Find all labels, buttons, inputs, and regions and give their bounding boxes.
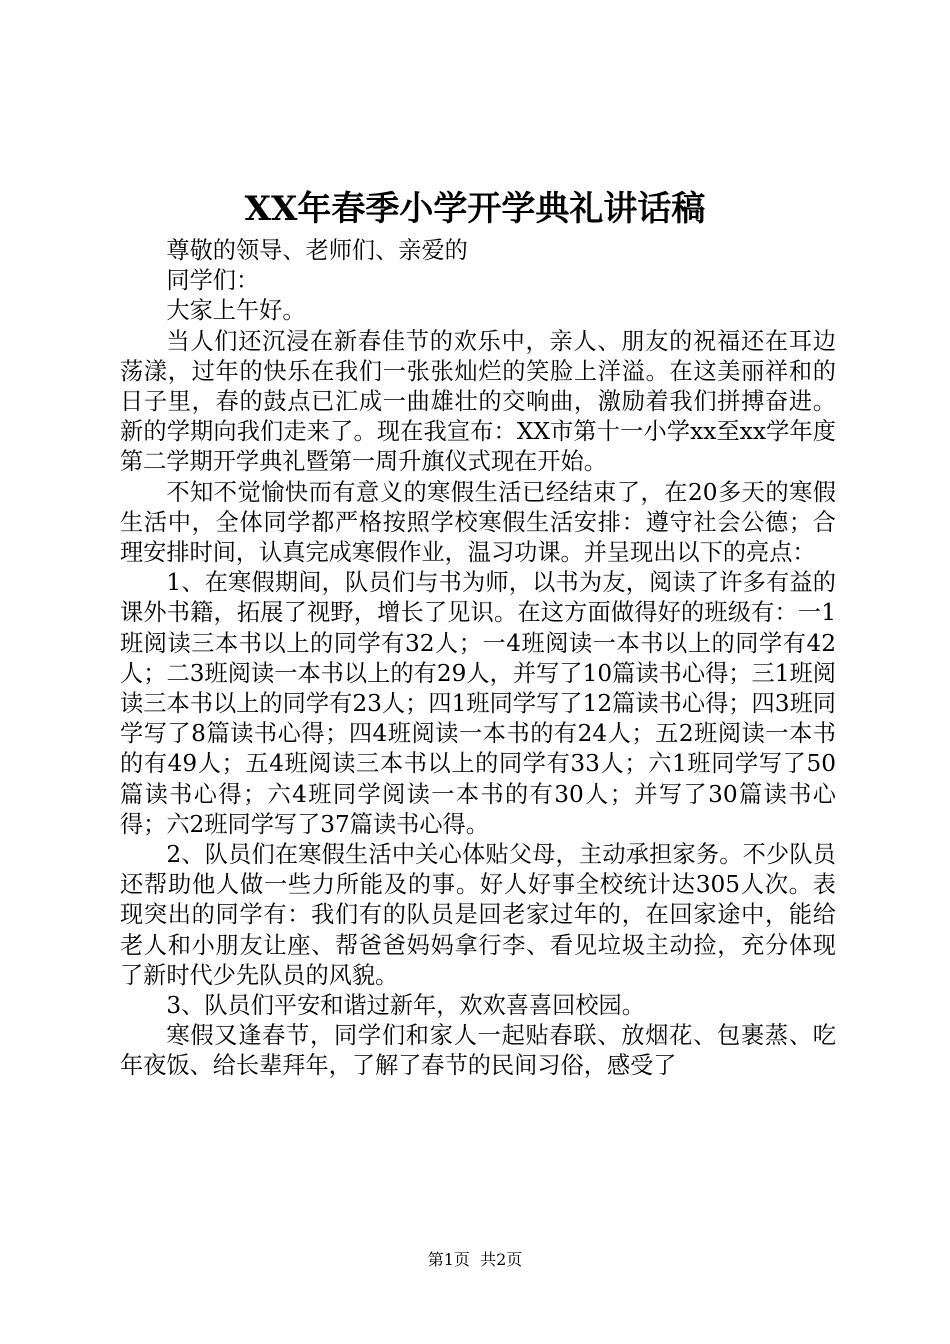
body-paragraph: 当人们还沉浸在新春佳节的欢乐中，亲人、朋友的祝福还在耳边荡漾，过年的快乐在我们一张张灿烂的笑脸上洋溢。在这美丽祥和的日子里，春的鼓点已汇成一曲雄壮的交响曲，激励着我们拼搏奋进。新的学期向我们走来了。现在我宣布：XX市第十一小学xx至xx学年度第二学期开学典礼暨第一周升旗仪式现在开始。 [120,327,836,476]
salutation-line: 同学们： [166,267,260,295]
greeting-line: 大家上午好。 [166,297,306,325]
body-paragraph: 不知不觉愉快而有意义的寒假生活已经结束了，在20多天的寒假生活中，全体同学都严格按照学校寒假生活安排：遵守社会公德；合理安排时间，认真完成寒假作业，温习功课。并呈现出以下的亮点： [120,478,836,567]
salutation-line: 尊敬的领导、老师们、亲爱的 [166,237,468,264]
document-body [120,236,836,1082]
body-paragraph: 1、在寒假期间，队员们与书为师，以书为友，阅读了许多有益的课外书籍，拓展了视野，增长了见识。在这方面做得好的班级有：一1班阅读三本书以上的同学有32人；一4班阅读一本书以上的同学有42人；二3班阅读一本书以上的有29人，并写了10篇读书心得；三1班阅读三本书以上的同学有23人；四1班同学写了12篇读书心得；四3班同学写了8篇读书心得；四4班阅读一本书的有24人；五2班阅读一本书的有49人；五4班阅读三本书以上的同学有33人；六1班同学写了50篇读书心得；六4班同学阅读一本书的有30人；并写了30篇读书心得；六2班同学写了37篇读书心得。 [120,569,836,838]
body-paragraph: 3、队员们平安和谐过新年，欢欢喜喜回校园。 [166,992,645,1020]
body-paragraph: 2、队员们在寒假生活中关心体贴父母，主动承担家务。不少队员还帮助他人做一些力所能及的事。好人好事全校统计达305人次。表现突出的同学有：我们有的队员是回老家过年的，在回家途中，能给老人和小朋友让座、帮爸爸妈妈拿行李、看见垃圾主动捡，充分体现了新时代少先队员的风貌。 [120,841,836,989]
page-title: XX年春季小学开学典礼讲话稿 [244,189,706,229]
page-number-footer: 第1页 共2页 [427,1250,523,1269]
body-paragraph: 寒假又逢春节，同学们和家人一起贴春联、放烟花、包裹蒸、吃年夜饭、给长辈拜年，了解了春节的民间习俗，感受了 [120,1022,836,1080]
